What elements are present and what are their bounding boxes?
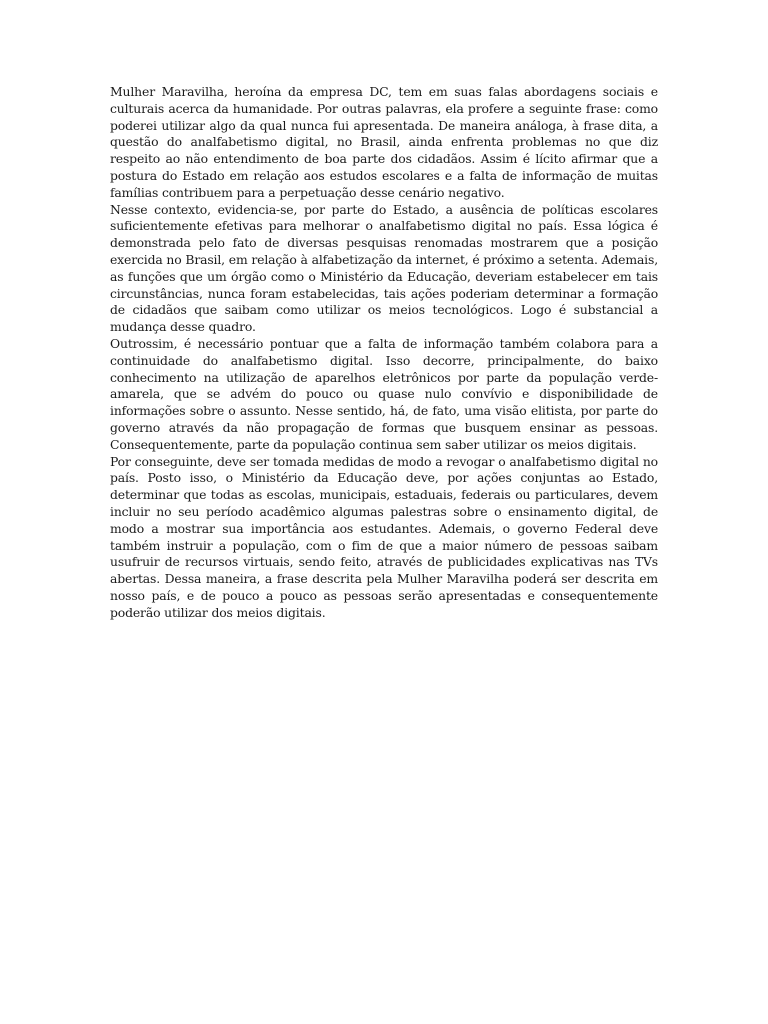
paragraph-1: Mulher Maravilha, heroína da empresa DC, tem em suas falas abordagens sociais e culturais acerca da humanidade. Por outras palavras, ela profere a seguinte frase: como poderei utilizar algo da qual nunca fui apresentada. De maneira análoga, à frase dita, a questão do analfabetismo digital, no Brasil, ainda enfrenta problemas no que diz respeito ao não entendimento de boa parte dos cidadãos. Assim é lícito afirmar que a postura do Estado em relação aos estudos escolares e a falta de informação de muitas famílias contribuem para a perpetuação desse cenário negativo.	[110, 84, 658, 200]
paragraph-4: Por conseguinte, deve ser tomada medidas de modo a revogar o analfabetismo digital no país. Posto isso, o Ministério da Educação deve, por ações conjuntas ao Estado, determinar que todas as escolas, municipais, estaduais, federais ou particulares, devem incluir no seu período acadêmico algumas palestras sobre o ensinamento digital, de modo a mostrar sua importância aos estudantes. Ademais, o governo Federal deve também instruir a população, com o fim de que a maior número de pessoas saibam usufruir de recursos virtuais, sendo feito, através de publicidades explicativas nas TVs abertas. Dessa maneira, a frase descrita pela Mulher Maravilha poderá ser descrita em nosso país, e de pouco a pouco as pessoas serão apresentadas e consequentemente poderão utilizar dos meios digitais.	[110, 453, 658, 620]
paragraph-3: Outrossim, é necessário pontuar que a falta de informação também colabora para a continuidade do analfabetismo digital. Isso decorre, principalmente, do baixo conhecimento na utilização de aparelhos eletrônicos por parte da população verde-amarela, que se advém do pouco ou quase nulo convívio e disponibilidade de informações sobre o assunto. Nesse sentido, há, de fato, uma visão elitista, por parte do governo através da não propagação de formas que busquem ensinar as pessoas. Consequentemente, parte da população continua sem saber utilizar os meios digitais.	[110, 335, 658, 452]
essay-text	[110, 84, 658, 622]
paragraph-2: Nesse contexto, evidencia-se, por parte do Estado, a ausência de políticas escolares suficientemente efetivas para melhorar o analfabetismo digital no país. Essa lógica é demonstrada pelo fato de diversas pesquisas renomadas mostrarem que a posição exercida no Brasil, em relação à alfabetização da internet, é próximo a setenta. Ademais, as funções que um órgão como o Ministério da Educação, deveriam estabelecer em tais circunstâncias, nunca foram estabelecidas, tais ações poderiam determinar a formação de cidadãos que saibam como utilizar os meios tecnológicos. Logo é substancial a mudança desse quadro.	[110, 201, 658, 335]
